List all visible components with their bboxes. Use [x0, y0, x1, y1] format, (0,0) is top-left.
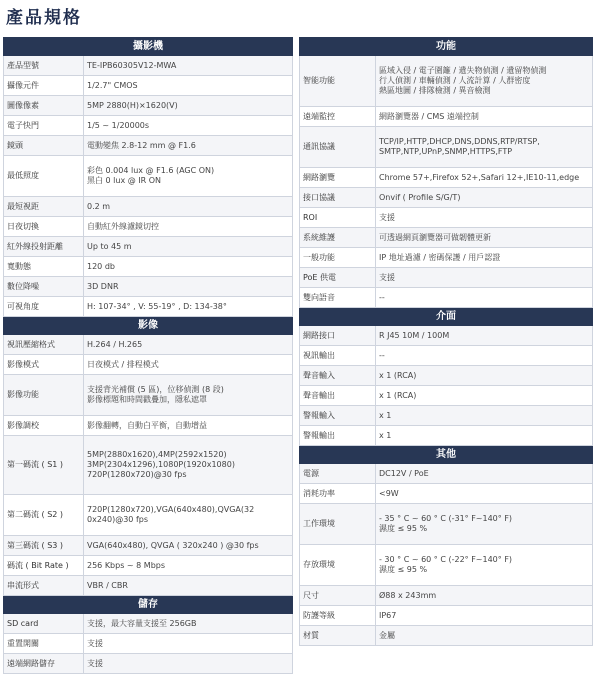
spec-value-line: 3MP(2304x1296),1080P(1920x1080)	[87, 460, 235, 469]
spec-value-line: 網路瀏覽器 / CMS 遠端控制	[379, 111, 479, 121]
spec-label: 電源	[300, 464, 376, 484]
spec-row	[300, 366, 593, 386]
spec-value	[84, 416, 293, 436]
spec-value	[84, 335, 293, 355]
spec-row	[4, 375, 293, 416]
spec-row	[4, 197, 293, 217]
section-title: 影像	[4, 317, 293, 335]
spec-value-line: 0.2 m	[87, 201, 111, 211]
spec-value	[84, 634, 293, 654]
spec-label: 影像調校	[4, 416, 84, 436]
spec-value-line: 0x240)@30 fps	[87, 515, 148, 524]
spec-value-line: Ø88 x 243mm	[379, 590, 437, 600]
spec-label: 重置開關	[4, 634, 84, 654]
spec-value-line: SMTP,NTP,UPnP,SNMP,HTTPS,FTP	[379, 147, 513, 156]
spec-value-line: 256 Kbps ~ 8 Mbps	[87, 560, 166, 570]
spec-value	[376, 484, 593, 504]
spec-value	[84, 76, 293, 96]
spec-value-line: H: 107-34° , V: 55-19° , D: 134-38°	[87, 301, 227, 311]
spec-value-line: x 1 (RCA)	[379, 370, 417, 380]
section-header	[300, 38, 593, 56]
spec-value-line: 影像標題和時間戳疊加，隱私遮罩	[87, 395, 207, 404]
spec-value-line: 支援	[87, 638, 103, 648]
spec-value-line: 支援背光補償 (5 區)，位移偵測 (8 段)	[87, 385, 224, 394]
spec-value	[84, 297, 293, 317]
spec-value	[84, 56, 293, 76]
spec-label: 第三碼流 ( S3 )	[4, 536, 84, 556]
spec-row	[4, 217, 293, 237]
spec-value-line: DC12V / PoE	[379, 468, 429, 478]
spec-value-line: 120 db	[87, 261, 115, 271]
spec-row	[300, 107, 593, 127]
spec-value	[84, 136, 293, 156]
spec-value-line: 彩色 0.004 lux @ F1.6 (AGC ON)	[87, 166, 215, 175]
section-title: 攝影機	[4, 38, 293, 56]
spec-value-line: 720P(1280x720),VGA(640x480),QVGA(32	[87, 505, 255, 514]
spec-value-line: Onvif ( Profile S/G/T)	[379, 192, 461, 202]
spec-label: 影像功能	[4, 375, 84, 416]
spec-value	[84, 237, 293, 257]
spec-label: 圖像像素	[4, 96, 84, 116]
spec-value-line: - 30 ° C ~ 60 ° C (-22° F~140° F)	[379, 555, 513, 564]
spec-label: 網路瀏覽	[300, 168, 376, 188]
spec-value	[84, 436, 293, 495]
spec-value-line: H.264 / H.265	[87, 339, 143, 349]
spec-row	[4, 654, 293, 674]
spec-value	[376, 586, 593, 606]
spec-value-line: IP67	[379, 610, 397, 620]
spec-value-line: R J45 10M / 100M	[379, 330, 450, 340]
spec-row	[300, 188, 593, 208]
spec-label: 警報輸入	[300, 406, 376, 426]
spec-row	[300, 288, 593, 308]
spec-value	[376, 386, 593, 406]
spec-label: 串流形式	[4, 576, 84, 596]
spec-value	[376, 326, 593, 346]
spec-value	[84, 156, 293, 197]
spec-row	[300, 386, 593, 406]
spec-value	[376, 268, 593, 288]
spec-row	[4, 536, 293, 556]
spec-label: 網路接口	[300, 326, 376, 346]
spec-row	[4, 76, 293, 96]
spec-value-line: - 35 ° C ~ 60 ° C (-31° F~140° F)	[379, 514, 513, 523]
section-title: 儲存	[4, 596, 293, 614]
spec-value-line: IP 地址過濾 / 密碼保護 / 用戶認證	[379, 252, 501, 262]
spec-value-line: 日夜模式 / 排程模式	[87, 359, 159, 369]
spec-label: 遠端網路儲存	[4, 654, 84, 674]
spec-value	[376, 626, 593, 646]
spec-value-line: 區域入侵 / 電子圍籬 / 遺失物偵測 / 遺留物偵測	[379, 66, 547, 75]
spec-row	[4, 556, 293, 576]
spec-label: ROI	[300, 208, 376, 228]
spec-label: 雙向語音	[300, 288, 376, 308]
spec-value-line: --	[379, 292, 385, 302]
spec-value-line: 濕度 ≤ 95 %	[379, 565, 428, 574]
spec-label: 視訊壓縮格式	[4, 335, 84, 355]
spec-row	[300, 626, 593, 646]
spec-value-line: 1/5 ~ 1/20000s	[87, 120, 150, 130]
spec-value-line: <9W	[379, 488, 399, 498]
spec-label: 影像模式	[4, 355, 84, 375]
spec-label: 存放環境	[300, 545, 376, 586]
section-title: 功能	[300, 38, 593, 56]
spec-value	[376, 406, 593, 426]
section-header	[4, 317, 293, 335]
spec-value-line: 支援，最大容量支援至 256GB	[87, 618, 197, 628]
spec-value	[376, 545, 593, 586]
spec-value-line: --	[379, 350, 385, 360]
spec-label: 碼流 ( Bit Rate )	[4, 556, 84, 576]
spec-row	[300, 56, 593, 107]
spec-value	[376, 366, 593, 386]
spec-row	[300, 464, 593, 484]
spec-table-left	[3, 37, 293, 674]
spec-label: 消耗功率	[300, 484, 376, 504]
spec-row	[300, 326, 593, 346]
spec-value	[376, 346, 593, 366]
spec-label: 系統維護	[300, 228, 376, 248]
spec-value-line: 可透過網頁瀏覽器可做韌體更新	[379, 232, 491, 242]
spec-label: 視訊輸出	[300, 346, 376, 366]
spec-label: 第一碼流 ( S1 )	[4, 436, 84, 495]
spec-row	[300, 586, 593, 606]
spec-row	[300, 406, 593, 426]
spec-value	[84, 257, 293, 277]
spec-value-line: TCP/IP,HTTP,DHCP,DNS,DDNS,RTP/RTSP,	[379, 137, 540, 146]
spec-row	[4, 156, 293, 197]
spec-row	[4, 614, 293, 634]
spec-value	[84, 197, 293, 217]
spec-row	[4, 116, 293, 136]
section-title: 其他	[300, 446, 593, 464]
spec-label: 遠端監控	[300, 107, 376, 127]
section-title: 介面	[300, 308, 593, 326]
spec-label: SD card	[4, 614, 84, 634]
spec-value-line: 黑白 0 lux @ IR ON	[87, 176, 162, 185]
spec-row	[4, 576, 293, 596]
spec-value	[376, 188, 593, 208]
section-header	[300, 308, 593, 326]
section-header	[300, 446, 593, 464]
spec-value-line: 5MP 2880(H)×1620(V)	[87, 100, 178, 110]
spec-value-line: 行人偵測 / 車輛偵測 / 人流計算 / 人群密度	[379, 76, 531, 85]
spec-value-line: 自動紅外線濾鏡切控	[87, 221, 159, 231]
spec-row	[300, 208, 593, 228]
spec-row	[300, 127, 593, 168]
spec-label: 材質	[300, 626, 376, 646]
spec-row	[4, 335, 293, 355]
spec-row	[300, 545, 593, 586]
spec-label: 數位降噪	[4, 277, 84, 297]
spec-value-line: Chrome 57+,Firefox 52+,Safari 12+,IE10-11,edge	[379, 172, 580, 182]
spec-label: 警報輸出	[300, 426, 376, 446]
spec-row	[4, 355, 293, 375]
spec-label: 產品型號	[4, 56, 84, 76]
spec-value	[84, 116, 293, 136]
spec-value-line: 金屬	[379, 630, 395, 640]
spec-value-line: 3D DNR	[87, 281, 119, 291]
spec-value-line: 電動變焦 2.8-12 mm @ F1.6	[87, 140, 196, 150]
spec-value	[376, 208, 593, 228]
spec-value	[84, 495, 293, 536]
spec-label: 紅外線投射距離	[4, 237, 84, 257]
spec-value-line: Up to 45 m	[87, 241, 132, 251]
spec-value-line: x 1	[379, 410, 392, 420]
spec-row	[300, 426, 593, 446]
spec-row	[300, 346, 593, 366]
spec-row	[4, 495, 293, 536]
spec-row	[300, 484, 593, 504]
spec-value	[376, 228, 593, 248]
spec-value	[376, 127, 593, 168]
spec-label: 最低照度	[4, 156, 84, 197]
spec-value	[376, 606, 593, 626]
spec-label: 聲音輸出	[300, 386, 376, 406]
spec-value-line: VBR / CBR	[87, 580, 128, 590]
spec-row	[300, 168, 593, 188]
spec-row	[4, 634, 293, 654]
spec-label: 智能功能	[300, 56, 376, 107]
spec-value	[376, 248, 593, 268]
spec-value-line: 濕度 ≤ 95 %	[379, 524, 428, 533]
spec-value-line: VGA(640x480), QVGA ( 320x240 ) @30 fps	[87, 540, 259, 550]
spec-row	[300, 228, 593, 248]
spec-label: 第二碼流 ( S2 )	[4, 495, 84, 536]
spec-label: 聲音輸入	[300, 366, 376, 386]
spec-value	[84, 96, 293, 116]
spec-value	[84, 355, 293, 375]
spec-value-line: 熱區地圖 / 排隊檢測 / 異音檢測	[379, 86, 491, 95]
spec-value	[84, 576, 293, 596]
spec-label: 通訊協議	[300, 127, 376, 168]
spec-row	[300, 606, 593, 626]
spec-label: 一般功能	[300, 248, 376, 268]
spec-row	[4, 257, 293, 277]
spec-value-line: 支援	[87, 658, 103, 668]
spec-table-right	[299, 37, 593, 646]
spec-label: PoE 供電	[300, 268, 376, 288]
spec-value-line: x 1 (RCA)	[379, 390, 417, 400]
spec-value	[376, 107, 593, 127]
spec-label: 日夜切換	[4, 217, 84, 237]
spec-value-line: 5MP(2880x1620),4MP(2592x1520)	[87, 450, 227, 459]
spec-value-line: 支援	[379, 272, 395, 282]
spec-value	[84, 556, 293, 576]
spec-value	[84, 217, 293, 237]
spec-label: 攝像元件	[4, 76, 84, 96]
spec-value	[84, 277, 293, 297]
spec-value	[376, 464, 593, 484]
spec-row	[300, 248, 593, 268]
spec-value	[84, 375, 293, 416]
spec-value-line: 1/2.7" CMOS	[87, 80, 138, 90]
spec-label: 接口協議	[300, 188, 376, 208]
spec-row	[4, 277, 293, 297]
spec-value	[376, 426, 593, 446]
spec-row	[300, 268, 593, 288]
spec-row	[4, 56, 293, 76]
spec-value-line: 支援	[379, 212, 395, 222]
spec-label: 可視角度	[4, 297, 84, 317]
spec-value	[376, 288, 593, 308]
spec-value	[376, 56, 593, 107]
spec-value-line: x 1	[379, 430, 392, 440]
spec-label: 尺寸	[300, 586, 376, 606]
spec-label: 電子快門	[4, 116, 84, 136]
spec-row	[4, 416, 293, 436]
spec-value	[84, 614, 293, 634]
spec-label: 防護等級	[300, 606, 376, 626]
section-header	[4, 38, 293, 56]
spec-value	[376, 168, 593, 188]
spec-value	[84, 536, 293, 556]
spec-value-line: TE-IPB60305V12-MWA	[87, 60, 177, 70]
spec-row	[4, 237, 293, 257]
spec-row	[4, 436, 293, 495]
spec-value-line: 影像翻轉，自動白平衡，自動增益	[87, 420, 207, 430]
spec-label: 鏡頭	[4, 136, 84, 156]
spec-row	[4, 136, 293, 156]
spec-row	[300, 504, 593, 545]
spec-value	[376, 504, 593, 545]
spec-label: 最短視距	[4, 197, 84, 217]
spec-value-line: 720P(1280x720)@30 fps	[87, 470, 187, 479]
page-title: 產品規格	[6, 8, 82, 28]
spec-value	[84, 654, 293, 674]
spec-row	[4, 96, 293, 116]
spec-label: 工作環境	[300, 504, 376, 545]
spec-label: 寬動態	[4, 257, 84, 277]
spec-row	[4, 297, 293, 317]
